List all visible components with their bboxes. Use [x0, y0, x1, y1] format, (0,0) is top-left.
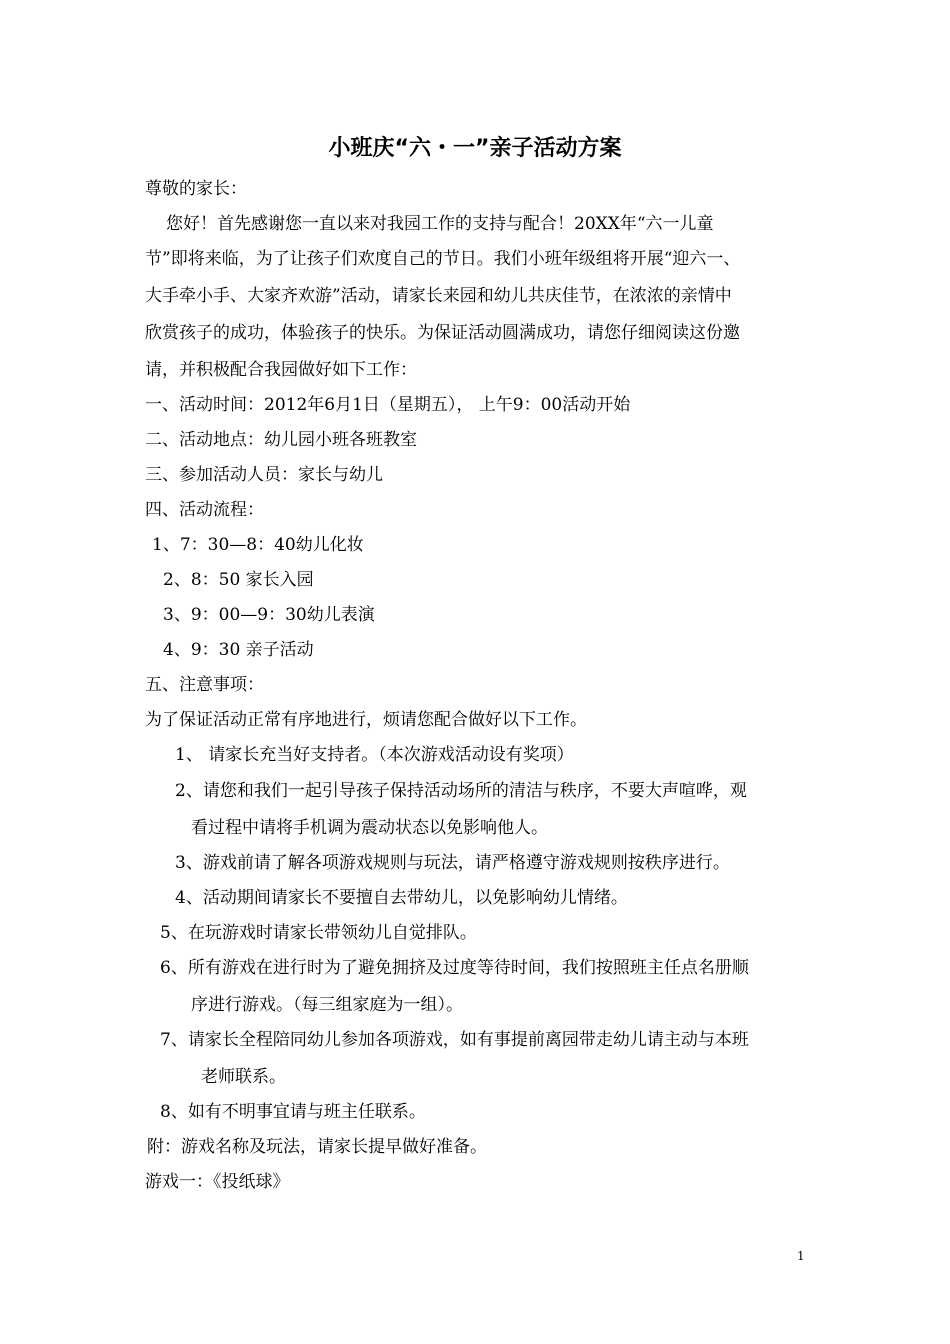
text-line: 4、9：30 亲子活动	[163, 640, 314, 660]
text-line: 游戏一：《投纸球》	[145, 1172, 290, 1192]
text-line: 看过程中请将手机调为震动状态以免影响他人。	[191, 818, 548, 838]
text-line: 附：游戏名称及玩法，请家长提早做好准备。	[147, 1137, 487, 1157]
text-line: 一、活动时间：2012年6月1日（星期五）， 上午9：00活动开始	[145, 395, 631, 415]
text-line: 3、游戏前请了解各项游戏规则与玩法，请严格遵守游戏规则按秩序进行。	[175, 853, 730, 873]
text-line: 尊敬的家长：	[145, 179, 247, 199]
text-line: 1、7：30—8：40幼儿化妆	[152, 535, 364, 555]
text-line: 三、参加活动人员：家长与幼儿	[145, 465, 383, 485]
text-line: 大手牵小手、大家齐欢游”活动，请家长来园和幼儿共庆佳节，在浓浓的亲情中	[145, 286, 732, 306]
text-line: 欣赏孩子的成功，体验孩子的快乐。为保证活动圆满成功，请您仔细阅读这份邀	[145, 323, 740, 343]
text-line: 四、活动流程：	[145, 500, 264, 520]
text-line: 二、活动地点：幼儿园小班各班教室	[145, 430, 417, 450]
text-line: 6、所有游戏在进行时为了避免拥挤及过度等待时间，我们按照班主任点名册顺	[160, 958, 749, 978]
text-line: 节”即将来临，为了让孩子们欢度自己的节日。我们小班年级组将开展“迎六一、	[145, 249, 741, 269]
text-line: 1、 请家长充当好支持者。（本次游戏活动设有奖项）	[175, 745, 574, 765]
text-line: 您好！首先感谢您一直以来对我园工作的支持与配合！20XX年“六一儿童	[166, 214, 714, 234]
text-line: 序进行游戏。（每三组家庭为一组）。	[191, 995, 463, 1015]
page-number: 1	[797, 1249, 805, 1263]
text-line: 8、如有不明事宜请与班主任联系。	[160, 1102, 426, 1122]
text-line: 五、注意事项：	[145, 675, 264, 695]
text-line: 请，并积极配合我园做好如下工作：	[145, 360, 417, 380]
text-line: 3、9：00—9：30幼儿表演	[163, 605, 375, 625]
text-line: 为了保证活动正常有序地进行，烦请您配合做好以下工作。	[145, 710, 587, 730]
text-line: 5、在玩游戏时请家长带领幼儿自觉排队。	[160, 923, 477, 943]
text-line: 4、活动期间请家长不要擅自去带幼儿，以免影响幼儿情绪。	[175, 888, 628, 908]
text-line: 7、请家长全程陪同幼儿参加各项游戏，如有事提前离园带走幼儿请主动与本班	[160, 1030, 749, 1050]
text-line: 老师联系。	[201, 1067, 286, 1087]
text-line: 2、8：50 家长入园	[163, 570, 314, 590]
document-title: 小班庆“六・一”亲子活动方案	[328, 136, 622, 161]
text-line: 2、请您和我们一起引导孩子保持活动场所的清洁与秩序，不要大声喧哗，观	[175, 781, 747, 801]
